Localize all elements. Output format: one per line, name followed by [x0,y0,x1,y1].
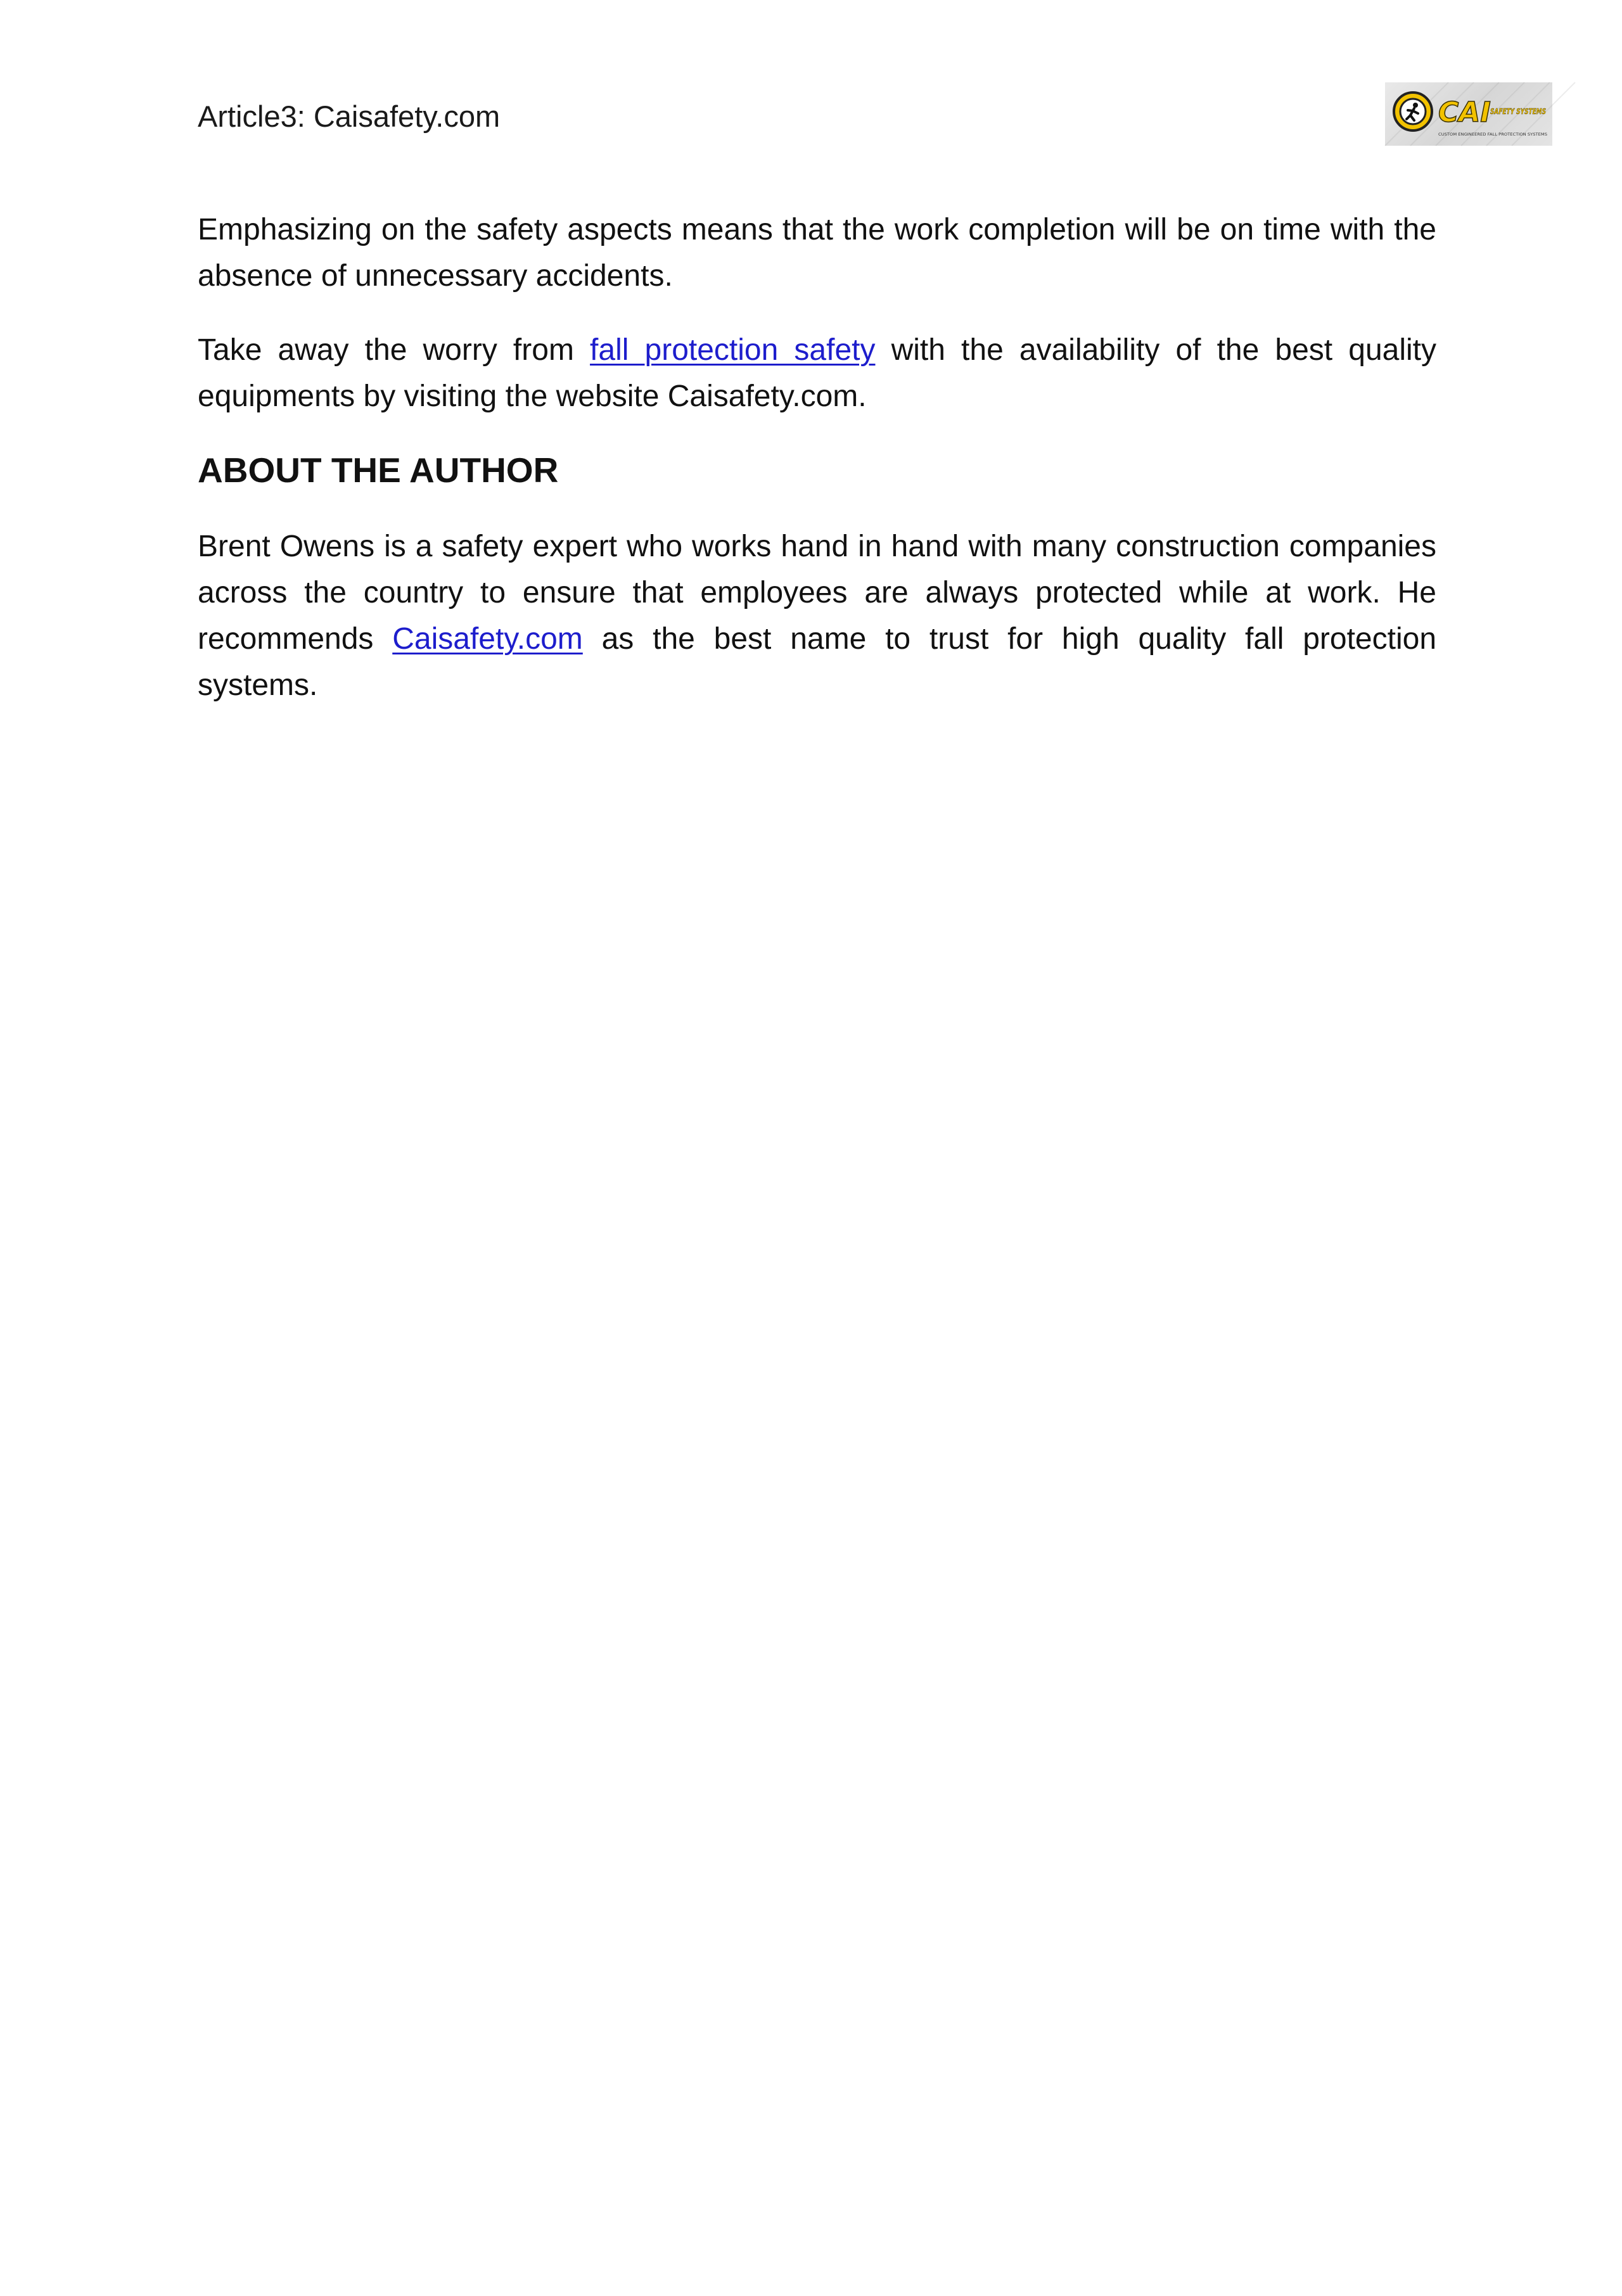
paragraph-fall-protection [198,327,1436,419]
caisafety-link[interactable]: Caisafety.com [392,622,583,656]
about-author-heading: ABOUT THE AUTHOR [198,450,559,490]
article-content [198,207,1436,736]
cai-safety-logo [1385,82,1552,146]
author-bio-text-before-link: Brent Owens is a safety expert who works hand in hand with many construction companies across the country to ensure that employees are always protected while at work. He recommends [198,530,1436,656]
logo-subtext: SAFETY SYSTEMS [1490,107,1546,116]
logo-cai-text: CAI [1438,96,1491,129]
fall-protection-safety-link[interactable]: fall protection safety [590,333,876,367]
paragraph-safety-aspects: Emphasizing on the safety aspects means that the work completion will be on time with the absence of unnecessary accidents. [198,213,1436,293]
page-header-title: Article3: Caisafety.com [198,99,501,133]
author-bio-text-after-link: as the best name to trust for high quality fall protection systems. [198,622,1437,702]
paragraph-text-before-link: Take away the worry from [198,333,591,367]
paragraph-author-bio [198,523,1436,708]
paragraph-text-after-link: with the availability of the best quality equipments by visiting the website Caisafety.com. [198,333,1437,413]
logo-tagline: CUSTOM ENGINEERED FALL PROTECTION SYSTEMS [1438,132,1547,137]
